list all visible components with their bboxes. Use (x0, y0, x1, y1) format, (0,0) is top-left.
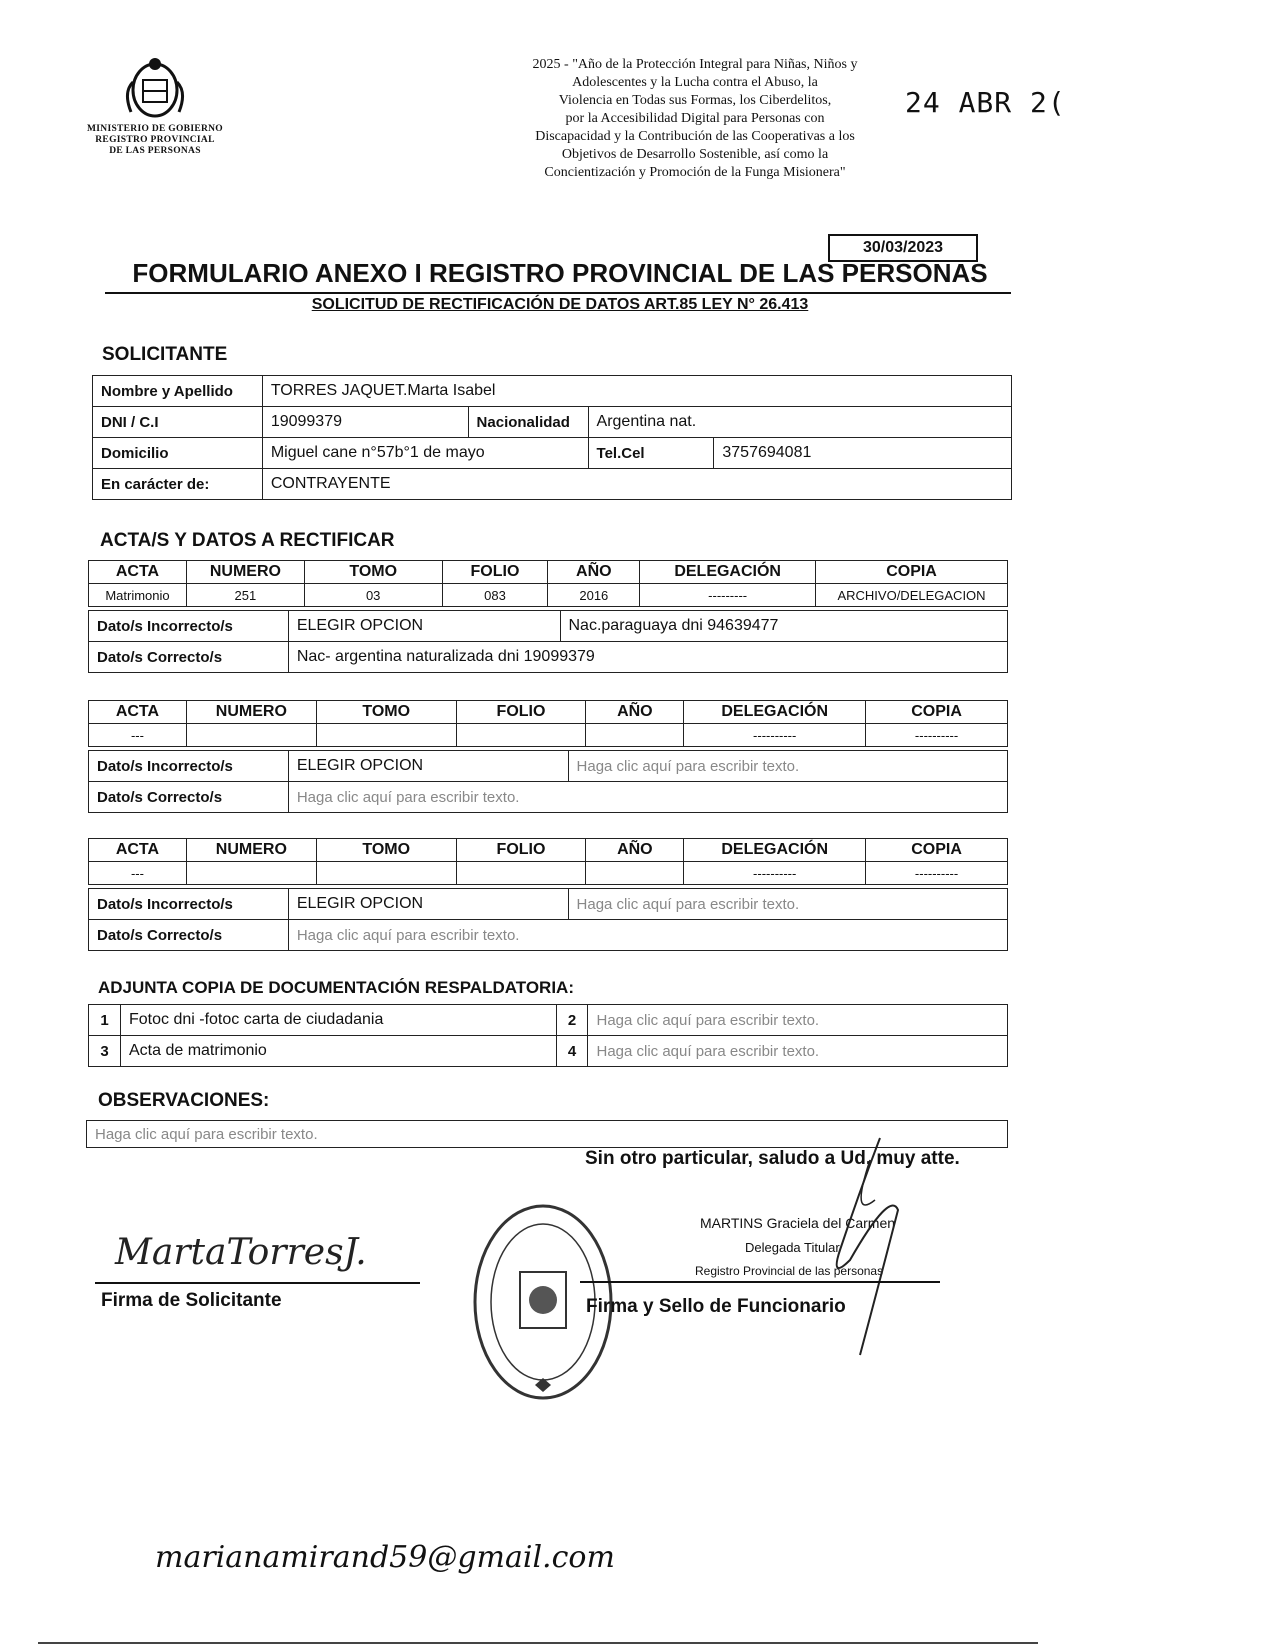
col-numero: NUMERO (186, 839, 316, 862)
form-date: 30/03/2023 (828, 234, 978, 262)
col-acta: ACTA (89, 839, 187, 862)
motto-line: Objetivos de Desarrollo Sostenible, así como la (561, 147, 829, 162)
col-folio: FOLIO (456, 839, 586, 862)
incorrect-field[interactable]: Nac.paraguaya dni 94639477 (560, 611, 1008, 642)
official-stamp-name: MARTINS Graciela del Carmen (700, 1215, 896, 1231)
official-signature-line (580, 1281, 940, 1283)
col-anio: AÑO (586, 839, 684, 862)
applicant-signature-label: Firma de Solicitante (101, 1290, 282, 1311)
option-dropdown[interactable]: ELEGIR OPCION (288, 751, 568, 782)
acta-tomo-field[interactable] (316, 724, 456, 747)
bottom-edge-line (38, 1642, 1038, 1644)
org-line-1: MINISTERIO DE GOBIERNO (87, 124, 223, 134)
adjunta-table (88, 1004, 1008, 1067)
attachment-number: 4 (556, 1036, 588, 1067)
option-dropdown[interactable]: ELEGIR OPCION (288, 611, 560, 642)
nationality-field[interactable]: Argentina nat. (588, 407, 1011, 438)
acta-type-field[interactable]: --- (89, 724, 187, 747)
col-delegacion: DELEGACIÓN (640, 561, 816, 584)
section-observaciones: OBSERVACIONES: (98, 1090, 270, 1111)
acta-block-2-data (88, 750, 1008, 813)
received-date-stamp: 24 ABR 2( (905, 86, 1066, 119)
form-title: FORMULARIO ANEXO I REGISTRO PROVINCIAL DE LAS PERSONAS (132, 258, 988, 288)
acta-delegacion-field[interactable]: --------- (640, 584, 816, 607)
incorrect-label: Dato/s Incorrecto/s (89, 611, 289, 642)
motto-line: Concientización y Promoción de la Funga Misionera" (544, 165, 846, 180)
acta-block-2 (88, 700, 1008, 747)
role-label: En carácter de: (93, 469, 263, 500)
col-copia: COPIA (816, 561, 1008, 584)
org-line-2: REGISTRO PROVINCIAL (95, 135, 215, 145)
name-field[interactable]: TORRES JAQUET.Marta Isabel (262, 376, 1011, 407)
col-tomo: TOMO (316, 701, 456, 724)
acta-tomo-field[interactable] (316, 862, 456, 885)
nationality-label: Nacionalidad (468, 407, 588, 438)
address-label: Domicilio (93, 438, 263, 469)
official-stamp-office: Registro Provincial de las personas (695, 1264, 884, 1278)
address-field[interactable]: Miguel cane n°57b°1 de mayo (262, 438, 588, 469)
correct-label: Dato/s Correcto/s (89, 782, 289, 813)
acta-delegacion-field[interactable]: ---------- (684, 724, 866, 747)
handwritten-email: marianamirand59@gmail.com (155, 1540, 615, 1575)
col-anio: AÑO (586, 701, 684, 724)
col-delegacion: DELEGACIÓN (684, 701, 866, 724)
acta-numero-field[interactable] (186, 862, 316, 885)
incorrect-label: Dato/s Incorrecto/s (89, 889, 289, 920)
attachment-number: 2 (556, 1005, 588, 1036)
incorrect-field[interactable]: Haga clic aquí para escribir texto. (568, 889, 1007, 920)
acta-block-1 (88, 560, 1008, 607)
attachment-field[interactable]: Fotoc dni -fotoc carta de ciudadania (120, 1005, 556, 1036)
attachment-field[interactable]: Acta de matrimonio (120, 1036, 556, 1067)
form-subtitle: SOLICITUD DE RECTIFICACIÓN DE DATOS ART.85 LEY N° 26.413 (311, 296, 809, 313)
attachment-field[interactable]: Haga clic aquí para escribir texto. (588, 1036, 1008, 1067)
official-stamp-role: Delegada Titular (745, 1240, 840, 1255)
acta-numero-field[interactable] (186, 724, 316, 747)
correct-field[interactable]: Haga clic aquí para escribir texto. (288, 782, 1007, 813)
acta-type-field[interactable]: Matrimonio (89, 584, 187, 607)
org-line-3: DE LAS PERSONAS (109, 146, 201, 156)
acta-delegacion-field[interactable]: ---------- (684, 862, 866, 885)
applicant-signature-line (95, 1282, 420, 1284)
title-underline (105, 292, 1011, 294)
official-signature-label: Firma y Sello de Funcionario (586, 1296, 846, 1317)
attachment-number: 3 (89, 1036, 121, 1067)
name-label: Nombre y Apellido (93, 376, 263, 407)
col-acta: ACTA (89, 701, 187, 724)
section-adjunta: ADJUNTA COPIA DE DOCUMENTACIÓN RESPALDATORIA: (98, 978, 574, 997)
correct-label: Dato/s Correcto/s (89, 642, 289, 673)
dni-label: DNI / C.I (93, 407, 263, 438)
section-solicitante: SOLICITANTE (102, 344, 228, 365)
acta-copia-field[interactable]: ---------- (866, 724, 1008, 747)
col-tomo: TOMO (304, 561, 442, 584)
motto-line: 2025 - "Año de la Protección Integral para Niñas, Niños y (532, 57, 858, 72)
applicant-signature: MartaTorresJ. (115, 1232, 367, 1273)
option-dropdown[interactable]: ELEGIR OPCION (288, 889, 568, 920)
attachment-field[interactable]: Haga clic aquí para escribir texto. (588, 1005, 1008, 1036)
col-numero: NUMERO (186, 701, 316, 724)
attachment-number: 1 (89, 1005, 121, 1036)
acta-numero-field[interactable]: 251 (186, 584, 304, 607)
correct-label: Dato/s Correcto/s (89, 920, 289, 951)
col-tomo: TOMO (316, 839, 456, 862)
year-motto (455, 56, 935, 182)
motto-line: Discapacidad y la Contribución de las Cooperativas a los (535, 129, 855, 144)
col-copia: COPIA (866, 839, 1008, 862)
motto-line: Adolescentes y la Lucha contra el Abuso, la (572, 75, 818, 90)
role-field[interactable]: CONTRAYENTE (262, 469, 1011, 500)
ministry-logo (80, 52, 230, 157)
motto-line: por la Accesibilidad Digital para Personas con (565, 111, 825, 126)
col-copia: COPIA (866, 701, 1008, 724)
acta-copia-field[interactable]: ---------- (866, 862, 1008, 885)
acta-copia-field[interactable]: ARCHIVO/DELEGACION (816, 584, 1008, 607)
acta-folio-field[interactable] (456, 862, 586, 885)
incorrect-field[interactable]: Haga clic aquí para escribir texto. (568, 751, 1007, 782)
acta-block-1-data (88, 610, 1008, 673)
acta-anio-field[interactable] (586, 862, 684, 885)
incorrect-label: Dato/s Incorrecto/s (89, 751, 289, 782)
col-anio: AÑO (548, 561, 640, 584)
acta-block-3 (88, 838, 1008, 885)
phone-label: Tel.Cel (588, 438, 714, 469)
section-actas: ACTA/S Y DATOS A RECTIFICAR (100, 530, 395, 551)
closing-text: Sin otro particular, saludo a Ud. muy atte. (585, 1148, 960, 1169)
col-acta: ACTA (89, 561, 187, 584)
dni-field[interactable]: 19099379 (262, 407, 468, 438)
observaciones-field[interactable]: Haga clic aquí para escribir texto. (87, 1121, 1008, 1148)
phone-field[interactable]: 3757694081 (714, 438, 1012, 469)
col-folio: FOLIO (442, 561, 548, 584)
correct-field[interactable]: Haga clic aquí para escribir texto. (288, 920, 1007, 951)
col-folio: FOLIO (456, 701, 586, 724)
acta-block-3-data (88, 888, 1008, 951)
acta-anio-field[interactable]: 2016 (548, 584, 640, 607)
official-signature-icon (820, 1130, 910, 1360)
col-numero: NUMERO (186, 561, 304, 584)
acta-anio-field[interactable] (586, 724, 684, 747)
correct-field[interactable]: Nac- argentina naturalizada dni 19099379 (288, 642, 1007, 673)
acta-tomo-field[interactable]: 03 (304, 584, 442, 607)
col-delegacion: DELEGACIÓN (684, 839, 866, 862)
acta-type-field[interactable]: --- (89, 862, 187, 885)
motto-line: Violencia en Todas sus Formas, los Ciberdelitos, (558, 93, 832, 108)
acta-folio-field[interactable]: 083 (442, 584, 548, 607)
acta-folio-field[interactable] (456, 724, 586, 747)
solicitante-table (92, 375, 1012, 500)
coat-of-arms-icon (115, 52, 195, 124)
